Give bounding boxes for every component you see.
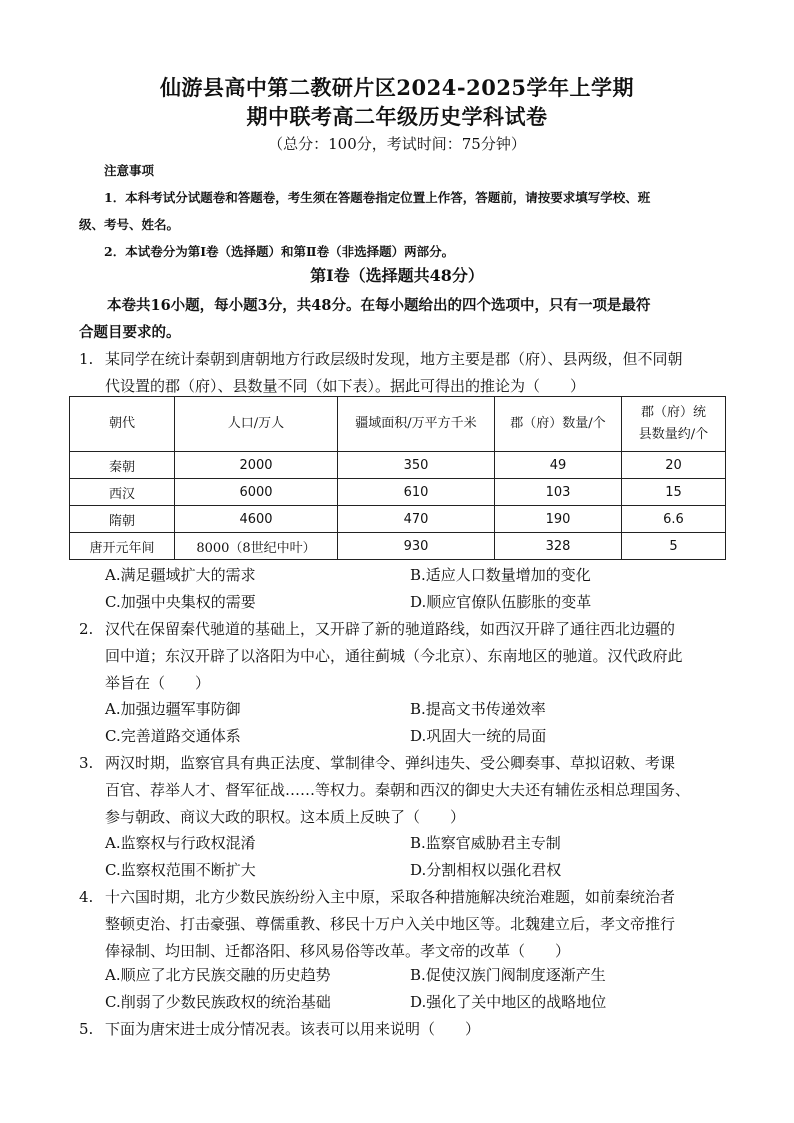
question-stem-line: 两汉时期，监察官具有典正法度、掌制律令、弹纠违失、受公卿奏事、草拟诏敕、考课 [105, 754, 676, 772]
table-cell: 470 [338, 506, 495, 533]
option-c: C.完善道路交通体系 [105, 727, 241, 745]
table-cell: 350 [338, 452, 495, 479]
table-cell: 8000（8世纪中叶） [175, 533, 338, 560]
table-cell: 328 [495, 533, 622, 560]
question-stem-line: 回中道；东汉开辟了以洛阳为中心，通往蓟城（今北京）、东南地区的驰道。汉代政府此 [105, 647, 683, 665]
question-number: 4. [79, 888, 94, 906]
option-c: C.削弱了少数民族政权的统治基础 [105, 993, 331, 1011]
table-header-cell: 郡（府）统县数量约/个 [622, 397, 726, 452]
table-cell: 103 [495, 479, 622, 506]
question-3 [79, 750, 729, 831]
question-1-options [105, 562, 725, 616]
table-header-cell: 人口/万人 [175, 397, 338, 452]
table-cell: 930 [338, 533, 495, 560]
table-cell: 6.6 [622, 506, 726, 533]
question-stem-line: 十六国时期，北方少数民族纷纷入主中原，采取各种措施解决统治难题，如前秦统治者 [105, 888, 676, 906]
question-number: 1. [79, 350, 94, 368]
question-1 [79, 346, 729, 400]
table-cell: 西汉 [70, 479, 175, 506]
option-a: A.监察权与行政权混淆 [105, 834, 256, 852]
question-stem-line: 代设置的郡（府）、县数量不同（如下表）。据此可得出的推论为（ ） [105, 377, 586, 395]
section-intro-line1: 本卷共16小题，每小题3分，共48分。在每小题给出的四个选项中，只有一项是最符 [107, 297, 651, 314]
section-title: 第Ⅰ卷（选择题共48分） [310, 266, 484, 285]
table-cell: 15 [622, 479, 726, 506]
question-number: 3. [79, 754, 94, 772]
question-stem-line: 俸禄制、均田制、迁都洛阳、移风易俗等改革。孝文帝的改革（ ） [105, 942, 571, 960]
table-cell: 5 [622, 533, 726, 560]
option-b: B.提高文书传递效率 [410, 700, 546, 718]
table-cell: 秦朝 [70, 452, 175, 479]
question-2 [79, 616, 729, 697]
option-b: B.适应人口数量增加的变化 [410, 566, 591, 584]
section-intro [79, 292, 725, 346]
question-stem-line: 某同学在统计秦朝到唐朝地方行政层级时发现，地方主要是郡（府）、县两级，但不同朝 [105, 350, 683, 368]
exam-title-line2: 期中联考高二年级历史学科试卷 [246, 104, 548, 129]
notice-item-2 [79, 238, 719, 265]
question-3-options [105, 830, 725, 884]
question-number: 5. [79, 1020, 94, 1038]
option-a: A.加强边疆军事防御 [105, 700, 241, 718]
table-header-cell: 疆域面积/万平方千米 [338, 397, 495, 452]
table-cell: 190 [495, 506, 622, 533]
table-header-cell: 郡（府）数量/个 [495, 397, 622, 452]
option-a: A.满足疆域扩大的需求 [105, 566, 256, 584]
table-cell: 20 [622, 452, 726, 479]
option-b: B.监察官威胁君主专制 [410, 834, 561, 852]
section-intro-line2: 合题目要求的。 [79, 324, 181, 341]
notice-item-1 [79, 184, 719, 238]
dynasty-data-table [69, 396, 726, 560]
option-d: D.顺应官僚队伍膨胀的变革 [410, 593, 592, 611]
notice-item-2-text: 2．本试卷分为第Ⅰ卷（选择题）和第Ⅱ卷（非选择题）两部分。 [104, 244, 455, 259]
exam-title-line1: 仙游县高中第二教研片区2024-2025学年上学期 [159, 75, 635, 100]
table-header-row [70, 397, 726, 452]
question-4 [79, 884, 729, 965]
table-cell: 2000 [175, 452, 338, 479]
question-stem-line: 整顿吏治、打击豪强、尊儒重教、移民十万户入关中地区等。北魏建立后，孝文帝推行 [105, 915, 676, 933]
question-stem-line: 百官、荐举人才、督军征战……等权力。秦朝和西汉的御史大夫还有辅佐丞相总理国务、 [105, 781, 691, 799]
table-row [70, 452, 726, 479]
option-d: D.巩固大一统的局面 [410, 727, 547, 745]
table-row [70, 533, 726, 560]
option-d: D.强化了关中地区的战略地位 [410, 993, 607, 1011]
option-d: D.分割相权以强化君权 [410, 861, 562, 879]
table-cell: 唐开元年间 [70, 533, 175, 560]
notice-item-1-line2: 级、考号、姓名。 [79, 217, 180, 232]
question-2-options [105, 696, 725, 750]
question-5 [79, 1016, 729, 1043]
table-row [70, 479, 726, 506]
table-cell: 4600 [175, 506, 338, 533]
option-a: A.顺应了北方民族交融的历史趋势 [105, 966, 331, 984]
table-header-cell: 朝代 [70, 397, 175, 452]
table-cell: 49 [495, 452, 622, 479]
question-stem-line: 汉代在保留秦代驰道的基础上，又开辟了新的驰道路线，如西汉开辟了通往西北边疆的 [105, 620, 676, 638]
option-b: B.促使汉族门阀制度逐渐产生 [410, 966, 606, 984]
table-cell: 610 [338, 479, 495, 506]
notice-heading: 注意事项 [104, 163, 155, 178]
question-4-options [105, 962, 725, 1016]
question-stem-line: 下面为唐宋进士成分情况表。该表可以用来说明（ ） [105, 1020, 481, 1038]
table-cell: 隋朝 [70, 506, 175, 533]
table-cell: 6000 [175, 479, 338, 506]
question-stem-line: 参与朝政、商议大政的职权。这本质上反映了（ ） [105, 808, 466, 826]
notice-item-1-line1: 1．本科考试分试题卷和答题卷，考生须在答题卷指定位置上作答，答题前，请按要求填写学校、班 [104, 190, 651, 205]
option-c: C.加强中央集权的需要 [105, 593, 256, 611]
option-c: C.监察权范围不断扩大 [105, 861, 256, 879]
table-row [70, 506, 726, 533]
question-stem-line: 举旨在（ ） [105, 674, 211, 692]
question-number: 2. [79, 620, 94, 638]
exam-subtitle: （总分：100分，考试时间：75分钟） [268, 135, 526, 153]
